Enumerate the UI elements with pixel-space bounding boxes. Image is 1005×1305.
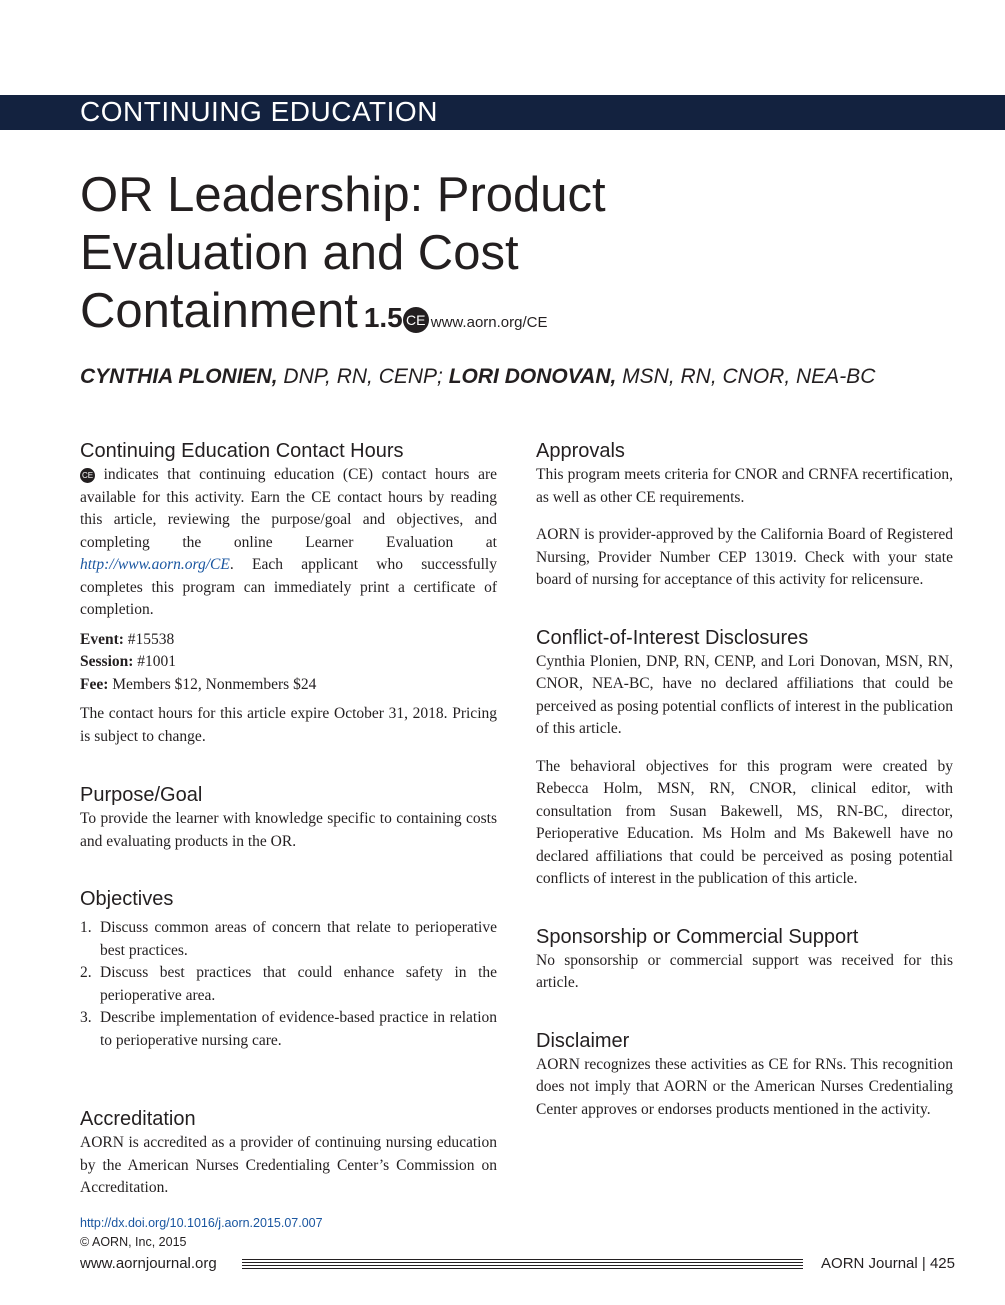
title-line-2: Evaluation and Cost (80, 226, 519, 280)
conflict-text-1: Cynthia Plonien, DNP, RN, CENP, and Lori Donovan, MSN, RN, CNOR, NEA-BC, have no declared affiliations that could be perceived as posing potential conflicts of interest in the publication of this article. (536, 652, 953, 737)
sponsorship-text: No sponsorship or commercial support was received for this article. (536, 951, 953, 991)
conflict-text-2: The behavioral objectives for this program were created by Rebecca Holm, MSN, RN, CNOR, clinical editor, with consultation from Susan Bakewell, MS, RN-BC, director, Perioperative Education. Ms Holm and Ms Bakewell have no declared affiliations that could be perceived as posing potential conflicts of interest in the publication of this article. (536, 757, 953, 887)
accreditation-heading: Accreditation (80, 1108, 196, 1130)
purpose-text: To provide the learner with knowledge specific to containing costs and evaluating products in the OR. (80, 810, 497, 850)
approvals-text-2: AORN is provider-approved by the California Board of Registered Nursing, Provider Number CEP 13019. Check with your state board of nursing for acceptance of this activity for relicensure. (536, 526, 953, 588)
disclaimer-heading: Disclaimer (536, 1029, 630, 1052)
footer-links (80, 1214, 323, 1252)
contact-hours-text: CE indicates that continuing education (CE) contact hours are available for this activity. Earn the CE contact hours by reading this article, reviewing the purpose/goal and objectives, and completing the online Learner Evaluation at http://www.aorn.org/CE. Each applicant who successfully completes this program can immediately print a certificate of completion. (80, 466, 497, 618)
list-item: 2. Discuss best practices that could enhance safety in the perioperative area. (80, 964, 497, 1004)
title-line-3: Containment (80, 284, 358, 338)
article-title (80, 166, 780, 352)
list-item: 1. Discuss common areas of concern that relate to perioperative best practices. (80, 919, 497, 959)
section-banner-label: CONTINUING EDUCATION (80, 96, 438, 127)
ce-url[interactable]: www.aorn.org/CE (430, 314, 548, 331)
disclaimer-text: AORN recognizes these activities as CE for RNs. This recognition does not imply that AORN or the American Nurses Credentialing Center approves or endorses products mentioned in the activity. (536, 1055, 953, 1118)
copyright: © AORN, Inc, 2015 (80, 1235, 187, 1249)
expiration-text: The contact hours for this article expire October 31, 2018. Pricing is subject to change. (80, 705, 497, 745)
ce-small-badge-icon: CE (80, 468, 95, 483)
objectives-heading: Objectives (80, 888, 174, 910)
ce-badge-icon: CE (403, 307, 429, 333)
list-item: 3. Describe implementation of evidence-based practice in relation to perioperative nursing care. (80, 1009, 497, 1049)
footer-rule-divider (242, 1259, 803, 1269)
objectives-list (80, 917, 497, 1052)
journal-site-link[interactable]: www.aornjournal.org (80, 1255, 217, 1272)
approvals-text-1: This program meets criteria for CNOR and CRNFA recertification, as well as other CE requirements. (536, 466, 953, 506)
ce-credit-hours: 1.5 (363, 302, 403, 333)
doi-link[interactable]: http://dx.doi.org/10.1016/j.aorn.2015.07.007 (80, 1216, 323, 1230)
approvals-heading: Approvals (536, 440, 625, 462)
author-2-name: LORI DONOVAN, (448, 365, 617, 388)
sponsorship-heading: Sponsorship or Commercial Support (536, 925, 859, 948)
fee-info: Fee: Members $12, Nonmembers $24 (80, 675, 317, 693)
event-info: Event: #15538 (80, 630, 175, 648)
author-1-name: CYNTHIA PLONIEN, (80, 365, 278, 388)
session-info: Session: #1001 (80, 653, 177, 670)
purpose-heading: Purpose/Goal (80, 784, 203, 806)
right-column (536, 438, 953, 1121)
contact-hours-heading: Continuing Education Contact Hours (80, 440, 404, 462)
title-line-1: OR Leadership: Product (80, 168, 606, 222)
author-2-credentials: MSN, RN, CNOR, NEA-BC (616, 365, 876, 388)
footer-bar (80, 1254, 955, 1274)
journal-page-number: AORN Journal | 425 (821, 1255, 955, 1272)
accreditation-text: AORN is accredited as a provider of continuing nursing education by the American Nurses Credentialing Center’s Commission on Accreditation. (80, 1134, 497, 1196)
author-1-credentials: DNP, RN, CENP; (277, 365, 449, 388)
author-line (80, 364, 980, 390)
left-column (80, 438, 497, 1200)
conflict-heading: Conflict-of-Interest Disclosures (536, 626, 809, 649)
learner-evaluation-link[interactable]: http://www.aorn.org/CE (80, 556, 230, 573)
